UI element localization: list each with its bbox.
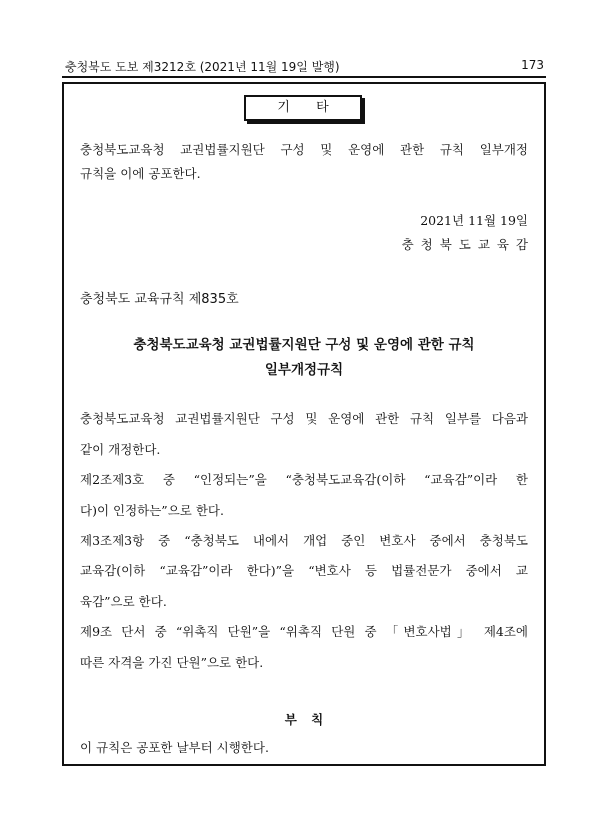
supplementary-heading: 부 칙 [284, 712, 324, 727]
body-line: 제2조제3호 중 “인정되는”을 “충청북도교육감(이하 “교육감”이라 한 [80, 472, 528, 487]
promulgation-date: 2021년 11월 19일 [420, 213, 528, 228]
page-number: 173 [521, 58, 544, 72]
body-line: 충청북도교육청 교권법률지원단 구성 및 운영에 관한 규칙 일부를 다음과 [80, 411, 528, 426]
intro-line-2: 규칙을 이에 공포한다. [80, 166, 201, 181]
body-line: 제3조제3항 중 “충청북도 내에서 개업 중인 변호사 중에서 충청북도 [80, 533, 528, 548]
body-line: 제9조 단서 중 “위촉직 단원”을 “위촉직 단원 중 「변호사법」 제4조에 [80, 624, 528, 639]
category-tag: 기 타 [244, 95, 362, 121]
title-line-2: 일부개정규칙 [264, 362, 344, 378]
body-line: 육감”으로 한다. [80, 594, 167, 609]
issuer: 충 청 북 도 교 육 감 [401, 237, 528, 252]
body-line: 교육감(이하 “교육감”이라 한다)”을 “변호사 등 법률전문가 중에서 교 [80, 563, 528, 578]
title-line-1: 충청북도교육청 교권법률지원단 구성 및 운영에 관한 규칙 [133, 337, 475, 353]
regulation-number: 충청북도 교육규칙 제835호 [80, 292, 239, 307]
header-rule [62, 76, 546, 78]
body-line: 따른 자격을 가진 단원”으로 한다. [80, 655, 264, 670]
body-line: 같이 개정한다. [80, 442, 161, 457]
supplementary-text: 이 규칙은 공포한 날부터 시행한다. [80, 740, 269, 755]
publication-header: 충청북도 도보 제3212호 (2021년 11월 19일 발행) [65, 60, 340, 74]
intro-line-1: 충청북도교육청 교권법률지원단 구성 및 운영에 관한 규칙 일부개정 [80, 142, 528, 157]
body-line: 다)이 인정하는”으로 한다. [80, 503, 224, 518]
